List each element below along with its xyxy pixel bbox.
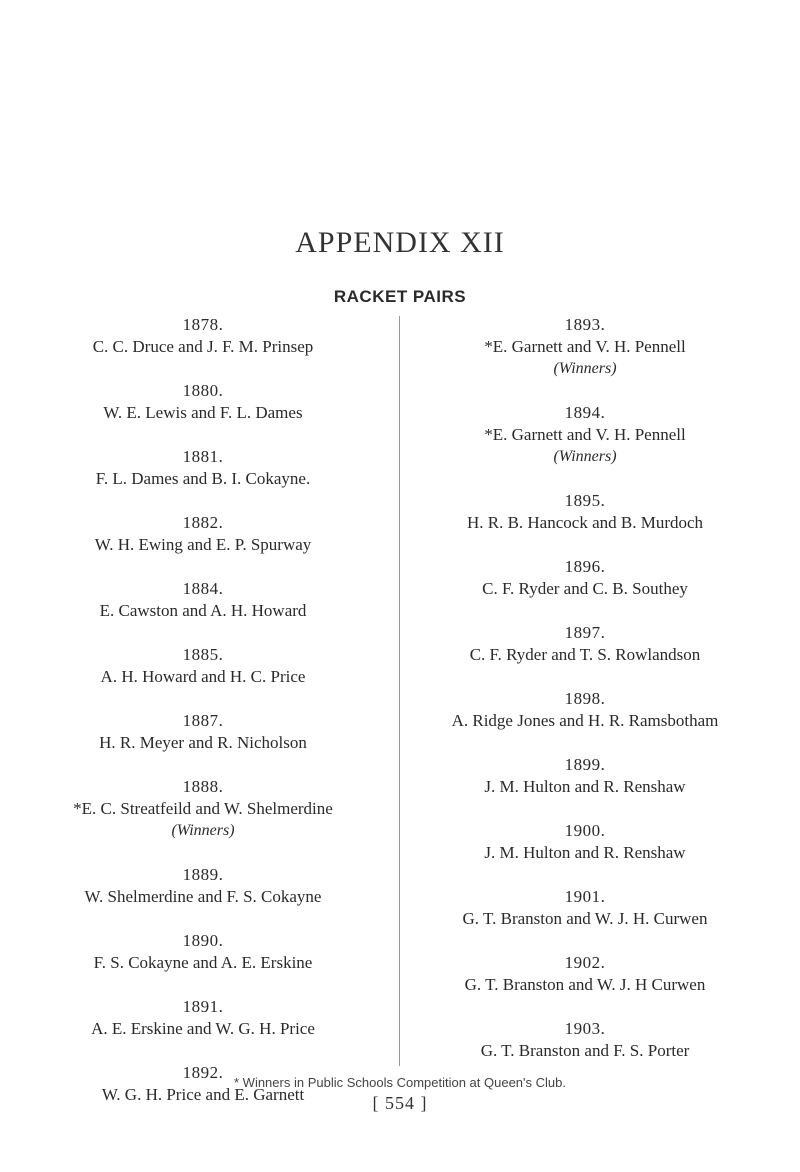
- appendix-title: APPENDIX XII: [295, 226, 505, 259]
- entry-1894: [400, 402, 770, 490]
- winners-note: (Winners): [553, 448, 617, 465]
- right-column: [400, 314, 770, 1084]
- winners-note: (Winners): [171, 822, 235, 839]
- entry-year: 1889.: [182, 865, 224, 884]
- entry-names: A. Ridge Jones and H. R. Ramsbotham: [451, 711, 719, 730]
- entry-names: J. M. Hulton and R. Renshaw: [484, 843, 686, 862]
- entry-year: 1880.: [182, 381, 224, 400]
- entry-names: A. E. Erskine and W. G. H. Price: [91, 1019, 315, 1038]
- page-number: [ 554 ]: [372, 1093, 428, 1113]
- entry-1887: [20, 710, 386, 776]
- entry-names: C. C. Druce and J. F. M. Prinsep: [92, 337, 314, 356]
- winners-note: (Winners): [553, 360, 617, 377]
- entry-names: F. L. Dames and B. I. Cokayne.: [95, 469, 311, 488]
- entry-names: *E. C. Streatfeild and W. Shelmerdine: [73, 799, 333, 818]
- entry-1902: [400, 952, 770, 1018]
- entry-year: 1881.: [182, 447, 224, 466]
- entry-year: 1894.: [564, 403, 606, 422]
- entry-1881: [20, 446, 386, 512]
- entry-year: 1903.: [564, 1019, 606, 1038]
- entry-year: 1898.: [564, 689, 606, 708]
- entry-names: *E. Garnett and V. H. Pennell: [484, 337, 686, 356]
- entry-1899: [400, 754, 770, 820]
- entry-1898: [400, 688, 770, 754]
- entry-1889: [20, 864, 386, 930]
- entry-names: W. H. Ewing and E. P. Spurway: [94, 535, 312, 554]
- entry-year: 1882.: [182, 513, 224, 532]
- entry-1878: [20, 314, 386, 380]
- entry-1880: [20, 380, 386, 446]
- entry-names: G. T. Branston and W. J. H Curwen: [464, 975, 706, 994]
- entry-names: J. M. Hulton and R. Renshaw: [484, 777, 686, 796]
- entry-1884: [20, 578, 386, 644]
- entry-1901: [400, 886, 770, 952]
- entry-1890: [20, 930, 386, 996]
- entry-1900: [400, 820, 770, 886]
- entry-names: F. S. Cokayne and A. E. Erskine: [93, 953, 313, 972]
- entry-names: E. Cawston and A. H. Howard: [99, 601, 307, 620]
- entry-year: 1890.: [182, 931, 224, 950]
- entry-year: 1891.: [182, 997, 224, 1016]
- entry-year: 1878.: [182, 315, 224, 334]
- entry-names: C. F. Ryder and C. B. Southey: [482, 579, 688, 598]
- entry-names: H. R. B. Hancock and B. Murdoch: [466, 513, 704, 532]
- section-title: RACKET PAIRS: [333, 287, 467, 306]
- entry-names: W. Shelmerdine and F. S. Cokayne: [84, 887, 322, 906]
- entry-1891: [20, 996, 386, 1062]
- entry-year: 1902.: [564, 953, 606, 972]
- entry-names: W. G. H. Price and E. Garnett: [101, 1085, 305, 1104]
- entry-year: 1897.: [564, 623, 606, 642]
- entry-year: 1887.: [182, 711, 224, 730]
- entry-year: 1893.: [564, 315, 606, 334]
- entry-1885: [20, 644, 386, 710]
- entry-1893: [400, 314, 770, 402]
- entry-names: G. T. Branston and W. J. H. Curwen: [462, 909, 708, 928]
- entry-names: W. E. Lewis and F. L. Dames: [103, 403, 303, 422]
- entry-year: 1895.: [564, 491, 606, 510]
- entry-1888: [20, 776, 386, 864]
- footnote: * Winners in Public Schools Competition at Queen's Club.: [234, 1075, 566, 1090]
- entry-names: *E. Garnett and V. H. Pennell: [484, 425, 686, 444]
- entry-names: A. H. Howard and H. C. Price: [100, 667, 306, 686]
- entry-year: 1885.: [182, 645, 224, 664]
- entry-year: 1899.: [564, 755, 606, 774]
- entry-year: 1900.: [564, 821, 606, 840]
- entry-names: G. T. Branston and F. S. Porter: [480, 1041, 690, 1060]
- entry-names: H. R. Meyer and R. Nicholson: [99, 733, 307, 752]
- left-column: [20, 314, 386, 1128]
- entry-year: 1884.: [182, 579, 224, 598]
- entry-year: 1896.: [564, 557, 606, 576]
- entry-year: 1888.: [182, 777, 224, 796]
- entry-1895: [400, 490, 770, 556]
- entry-1897: [400, 622, 770, 688]
- entry-names: C. F. Ryder and T. S. Rowlandson: [469, 645, 701, 664]
- entry-year: 1892.: [182, 1063, 224, 1082]
- entry-1896: [400, 556, 770, 622]
- entry-year: 1901.: [564, 887, 606, 906]
- entry-1882: [20, 512, 386, 578]
